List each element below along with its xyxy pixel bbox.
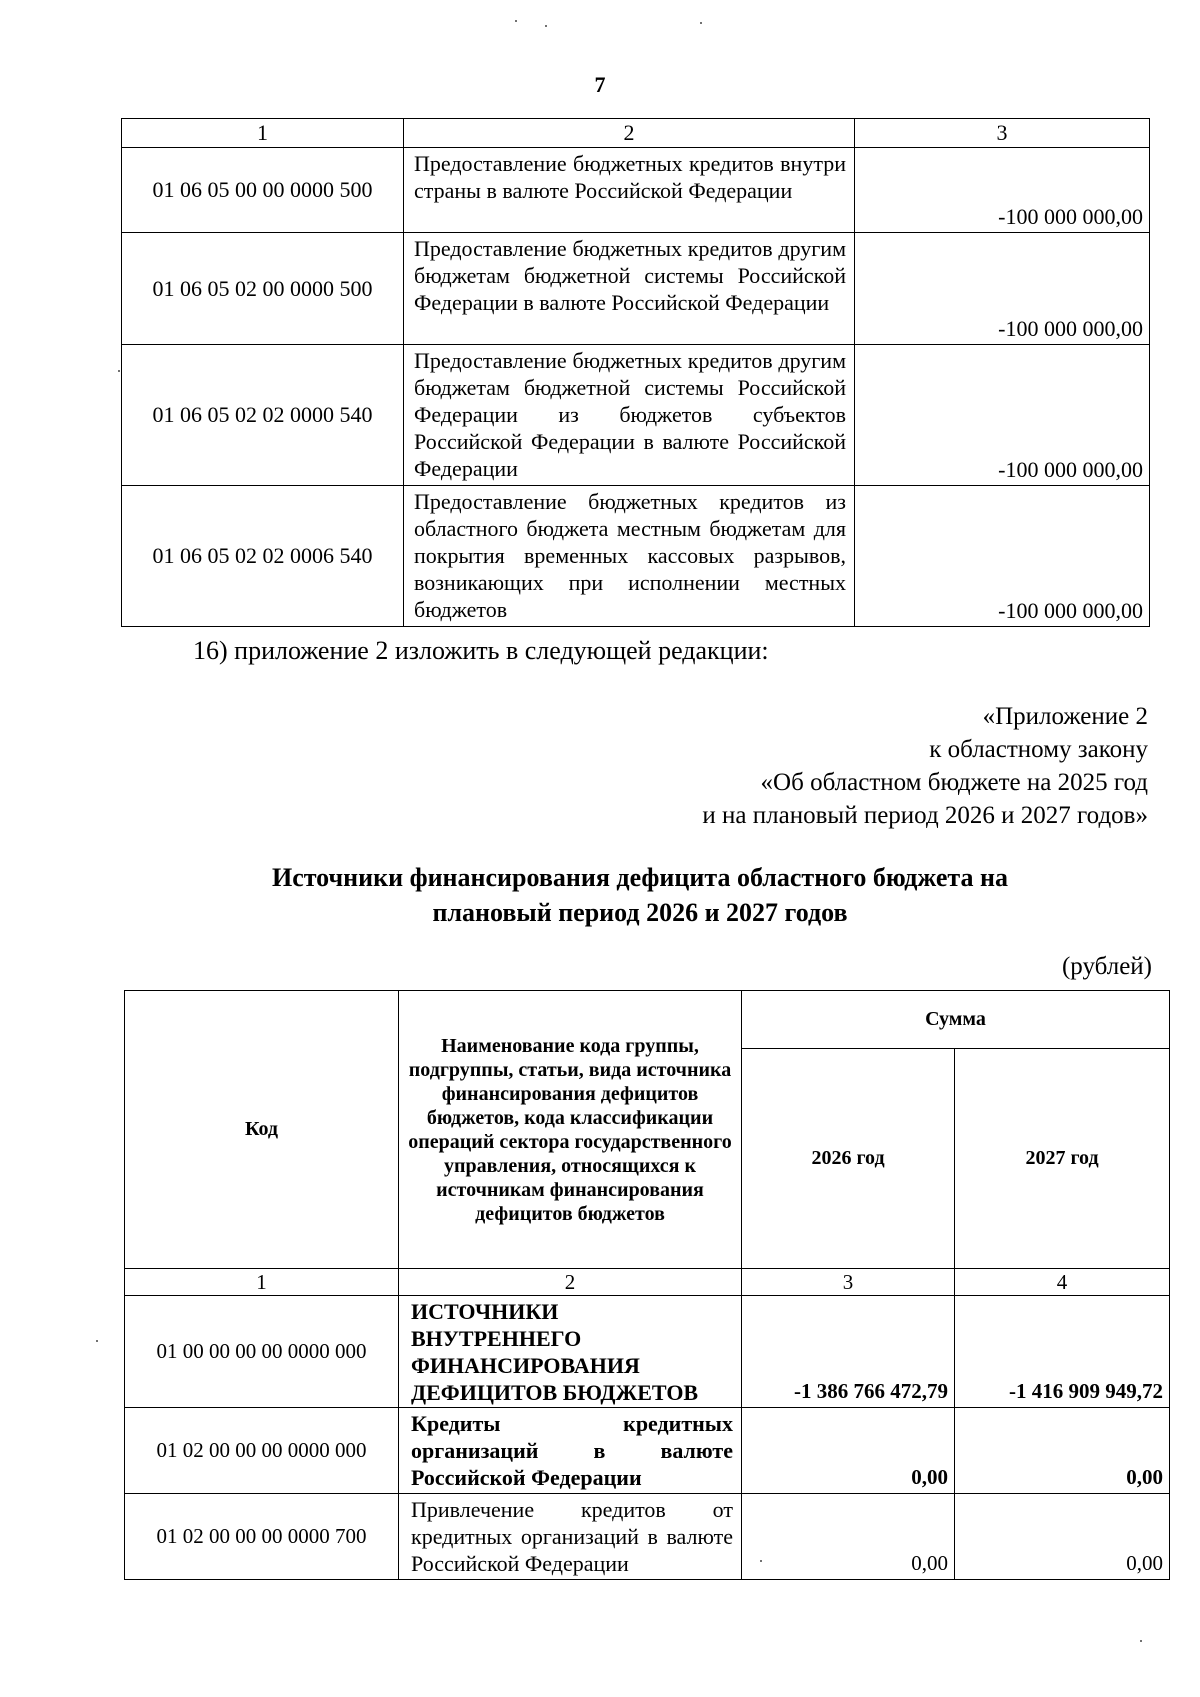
row-description: Предоставление бюджетных кредитов другим бюджетам бюджетной системы Российской Федерации из бюджетов субъектов Российской Федерации в валюте Российской Федерации [404, 345, 855, 486]
scan-speck [760, 1560, 762, 1562]
row-description: Предоставление бюджетных кредитов другим бюджетам бюджетной системы Российской Федерации в валюте Российской Федерации [404, 233, 855, 345]
col-number: 2 [399, 1269, 742, 1296]
table-row [125, 1408, 1170, 1494]
row-amount-2026: 0,00 [742, 1494, 955, 1580]
row-amount: -100 000 000,00 [855, 233, 1150, 345]
header-sum: Сумма [742, 991, 1170, 1049]
top-table [121, 118, 1150, 627]
row-code: 01 02 00 00 00 0000 000 [125, 1408, 399, 1494]
row-amount-2026: 0,00 [742, 1408, 955, 1494]
table-row [122, 148, 1150, 233]
column-numbers-row [125, 1269, 1170, 1296]
col-number: 3 [742, 1269, 955, 1296]
header-year-2026: 2026 год [742, 1049, 955, 1269]
header-year-2027: 2027 год [955, 1049, 1170, 1269]
row-description: ИСТОЧНИКИ ВНУТРЕННЕГО ФИНАНСИРОВАНИЯ ДЕФИЦИТОВ БЮДЖЕТОВ [399, 1296, 742, 1408]
col-number: 4 [955, 1269, 1170, 1296]
table-row [122, 345, 1150, 486]
scan-speck [118, 370, 120, 372]
scan-speck [515, 20, 517, 22]
sources-table [124, 990, 1170, 1580]
row-description: Кредиты кредитных организаций в валюте Российской Федерации [399, 1408, 742, 1494]
row-code: 01 06 05 02 02 0006 540 [122, 486, 404, 627]
units-label: (рублей) [1061, 953, 1152, 980]
top-table-col-3: 3 [855, 119, 1150, 148]
row-code: 01 06 05 02 00 0000 500 [122, 233, 404, 345]
row-description: Предоставление бюджетных кредитов внутри страны в валюте Российской Федерации [404, 148, 855, 233]
scan-speck [1140, 1640, 1142, 1642]
table-row [122, 486, 1150, 627]
row-code: 01 02 00 00 00 0000 700 [125, 1494, 399, 1580]
header-row [125, 991, 1170, 1049]
row-description: Привлечение кредитов от кредитных организаций в валюте Российской Федерации [399, 1494, 742, 1580]
scan-speck [96, 1340, 98, 1342]
intro-text: 16) приложение 2 изложить в следующей редакции: [193, 636, 769, 665]
title-line: Источники финансирования дефицита областного бюджета на [271, 863, 1008, 892]
scan-speck [700, 22, 702, 24]
scan-speck [545, 25, 547, 27]
table-row [125, 1296, 1170, 1408]
row-code: 01 06 05 00 00 0000 500 [122, 148, 404, 233]
table-row [125, 1494, 1170, 1580]
header-name: Наименование кода группы, подгруппы, статьи, вида источника финансирования дефицитов бюджетов, кода классификации операций сектора государственного управления, относящихся к источникам финансирования дефицитов бюджетов [399, 991, 742, 1269]
row-code: 01 06 05 02 02 0000 540 [122, 345, 404, 486]
appendix-line: «Об областном бюджете на 2025 год [760, 769, 1148, 796]
row-amount-2027: 0,00 [955, 1494, 1170, 1580]
appendix-line: «Приложение 2 [982, 703, 1148, 730]
row-code: 01 00 00 00 00 0000 000 [125, 1296, 399, 1408]
top-table-col-1: 1 [122, 119, 404, 148]
page-number: 7 [594, 72, 606, 97]
appendix-line: к областному закону [929, 736, 1148, 763]
col-number: 1 [125, 1269, 399, 1296]
row-description: Предоставление бюджетных кредитов из областного бюджета местным бюджетам для покрытия временных кассовых разрывов, возникающих при исполнении местных бюджетов [404, 486, 855, 627]
appendix-line: и на плановый период 2026 и 2027 годов» [702, 802, 1148, 829]
header-code: Код [125, 991, 399, 1269]
top-table-col-2: 2 [404, 119, 855, 148]
row-amount: -100 000 000,00 [855, 486, 1150, 627]
appendix-header [702, 700, 1148, 832]
document-title [0, 860, 1200, 930]
row-amount-2027: -1 416 909 949,72 [955, 1296, 1170, 1408]
row-amount: -100 000 000,00 [855, 345, 1150, 486]
top-table-header-row [122, 119, 1150, 148]
title-line: плановый период 2026 и 2027 годов [432, 898, 848, 927]
table-row [122, 233, 1150, 345]
row-amount-2026: -1 386 766 472,79 [742, 1296, 955, 1408]
row-amount-2027: 0,00 [955, 1408, 1170, 1494]
row-amount: -100 000 000,00 [855, 148, 1150, 233]
